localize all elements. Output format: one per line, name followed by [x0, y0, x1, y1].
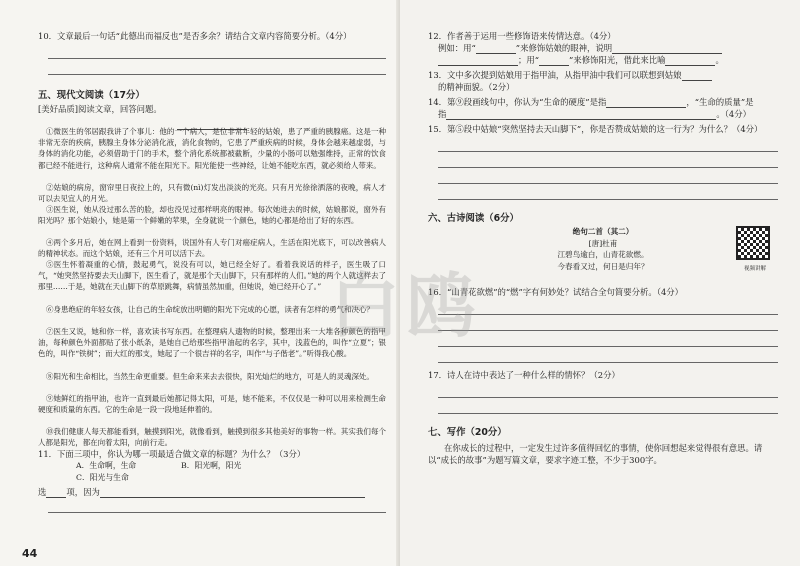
q12-text-3: ”来修饰阳光，借此来比喻 — [569, 55, 666, 65]
answer-line[interactable] — [438, 403, 778, 414]
answer-line[interactable] — [438, 352, 778, 363]
q12-example: 例如：用“ — [438, 43, 476, 53]
page-number: 44 — [22, 547, 38, 560]
poem-line-2: 今春看又过，何日是归年？ — [557, 261, 649, 271]
paragraph-1: ①微医生的邻居跟我讲了个事儿：他的一个病人，是位非常年轻的姑娘，患了严重的胰腺癌。这是一种非常无奈的疾病，胰腺主身体分泌消化液，消化食物的，它患了严重疾病的时候，身体会越来越虚弱，与身体的消化功能，必须借助于门的手术，整个消化系统都被截断，少量的小肠可以勉强维持，正常的饮食都已经不能进行，这种病人通常不能在阳光下。阳光能使一些神经，让她不能吃东西，就必须给人带来。 — [38, 127, 386, 170]
poem-title: 绝句二首（其二） — [572, 227, 634, 236]
option-b[interactable]: B．阳光啊，阳光 — [181, 461, 242, 470]
q14-text: 14．第⑨段画线句中，你认为“生命的硬度”是指 — [428, 97, 607, 107]
q13-text-2: 的精神面貌。（2分） — [438, 82, 515, 92]
question-12-line-1 — [428, 42, 778, 54]
paragraph-3: ③医生说，她从没过那么苦的脸，却也没见过那样明亮的眼神。每次她进去的时候，姑娘都说，窗外有阳光吗？那个姑娘小，她是第一个鲜嫩的苹果，全身就说一个颜色，她的心都是给出了好的东西。 — [38, 205, 386, 226]
q12-blank-3[interactable] — [438, 57, 518, 66]
q12-mid: ”来修饰姑娘的眼神，说明 — [515, 43, 613, 53]
answer-line[interactable] — [438, 336, 778, 347]
q12-blank-1[interactable] — [476, 45, 516, 54]
answer-line[interactable] — [438, 157, 778, 168]
q12-blank-4[interactable] — [539, 57, 569, 66]
answer-line[interactable] — [438, 141, 778, 152]
qr-code-icon[interactable] — [736, 226, 770, 260]
answer-line[interactable] — [48, 48, 386, 59]
question-11-options — [38, 460, 386, 484]
select-blank[interactable] — [46, 489, 66, 498]
question-11: 11．下面三项中，你认为哪一项最适合做文章的标题？为什么？（3分） — [38, 449, 306, 459]
poem-line-1: 江碧鸟逾白，山青花欲燃。 — [557, 250, 649, 259]
paragraph-6: ⑥身患绝症的年轻女孩，让自己的生命绽放出明媚的阳光下完成的心愿，读者有怎样的勇气和决心？ — [46, 305, 374, 314]
q12-semicolon: ； — [518, 55, 527, 65]
option-c[interactable]: C．阳光与生命 — [76, 473, 129, 482]
answer-line[interactable] — [438, 387, 778, 398]
question-14-line-2 — [428, 108, 778, 120]
qr-label: 视频讲解 — [743, 266, 766, 272]
question-11-answer — [38, 486, 386, 498]
answer-line[interactable] — [48, 502, 386, 513]
q14-mid: ，“生命的质量”是 — [686, 97, 754, 107]
answer-line[interactable] — [438, 189, 778, 200]
q12-blank-5[interactable] — [665, 57, 715, 66]
paragraph-2: ②姑娘的病房，窗帘里日夜拉上的，只有微(nì)灯发出淡淡的光亮。只有月光徐徐洒落的夜晚，病人才可以去见宜人的月光。 — [38, 183, 386, 204]
question-14 — [428, 96, 778, 108]
paragraph-9: ⑨她鲜红的指甲油，也许一直到最后她都记得太阳，可是，她不能来，不仅仅是一种可以用来检测生命硬度和质量的东西。它的生命是一段一段地延伸着的。 — [38, 394, 386, 415]
paragraph-7: ⑦医生又说，她和你一样，喜欢读书写东西。在整理病人遗物的时候，整理出来一大堆各种颜色的指甲油，每种颜色外面都贴了张小纸条，是她自己给那些指甲油起的名字，其中，浅蓝色的，叫作“立夏”；银色的，叫作“铁树”；而大红的那支，她起了一个很吉祥的名字，叫作“与子偕老”。”听得我心酸。 — [38, 327, 386, 359]
question-10: 10．文章最后一句话“此德出而福反也”是否多余？请结合文章内容简要分析。（4分） — [38, 31, 352, 41]
question-13 — [428, 69, 778, 81]
question-15: 15．第⑤段中姑娘“突然坚持去天山脚下”，你是否赞成姑娘的这一行为？为什么？（4分） — [428, 124, 763, 134]
question-12: 12．作者善于运用一些修饰语来传情达意。（4分） — [428, 31, 616, 41]
paragraph-10: ⑩我们健康人每天都能看到，触摸到阳光，就像看到，触摸到很多其他美好的事物一样。其实我们每个人都是阳光，都在向着太阳，向前行走。 — [38, 427, 386, 448]
paragraph-4: ④两个多月后，她在网上看到一份资料，说国外有人专门对癌症病人，生活在阳光底下，可以改善病人的精神状态。而这个姑娘，还有三个月可以活下去。 — [38, 238, 386, 259]
select-suffix: 项，因为 — [66, 487, 100, 497]
poem-author: [唐]杜甫 — [588, 238, 618, 248]
reason-blank[interactable] — [100, 489, 365, 498]
section-7-title: 七、写作（20分） — [428, 427, 507, 438]
section-5-title: 五、现代文阅读（17分） — [38, 90, 145, 101]
answer-line[interactable] — [438, 173, 778, 184]
question-17: 17．诗人在诗中表达了一种什么样的情怀？（2分） — [428, 370, 620, 380]
answer-line[interactable] — [438, 304, 778, 315]
article-title-blank — [38, 115, 386, 126]
paragraph-8: ⑧阳光和生命相比，当然生命更重要。但生命来来去去很快，阳光灿烂的地方，可是人的灵魂深处。 — [46, 372, 374, 381]
q14-blank-2[interactable] — [446, 111, 716, 120]
answer-line[interactable] — [438, 320, 778, 331]
section-6-title: 六、古诗阅读（6分） — [428, 213, 519, 224]
q14-blank-1[interactable] — [606, 99, 686, 108]
question-13-line-2 — [428, 81, 778, 93]
paragraph-5: ⑤医生怀着凝重的心情，鼓起勇气，说没有可以，她已经全好了。看着我说话的样子，医生吸了口气，“她突然坚持要去天山脚下，医生看了，就是那个天山脚下，只有那样的人们。”她的两个人就这样去了那里……于是，她就在天山脚下的草原跳舞，病情虽然加重，但她说，她已经开心了。” — [38, 260, 386, 292]
watermark: 白鸥 — [330, 265, 482, 347]
q12-use: 用“ — [526, 55, 540, 65]
q14-b: 指 — [438, 109, 447, 119]
essay-prompt: 在你成长的过程中，一定发生过许多值得回忆的事情，使你回想起来觉得很有意思。请以“成长的故事”为题写篇文章，要求字迹工整，不少于300字。 — [428, 443, 763, 465]
q13-blank-1[interactable] — [682, 72, 712, 81]
q14-end: 。（4分） — [716, 109, 752, 119]
option-a[interactable]: A．生命啊，生命 — [76, 461, 137, 470]
answer-line[interactable] — [48, 64, 386, 75]
question-16: 16．“山青花欲燃”的“燃”字有何妙处？试结合全句简要分析。（4分） — [428, 287, 684, 297]
q12-end: 。 — [715, 55, 724, 65]
select-prefix: 选 — [38, 487, 47, 497]
q12-blank-2[interactable] — [612, 45, 722, 54]
q13-text: 13．文中多次提到姑娘用于指甲油，从指甲油中我们可以联想到姑娘 — [428, 70, 682, 80]
section-5-intro: [美好品质]阅读文章，回答问题。 — [38, 104, 162, 114]
question-12-line-2 — [428, 54, 778, 66]
